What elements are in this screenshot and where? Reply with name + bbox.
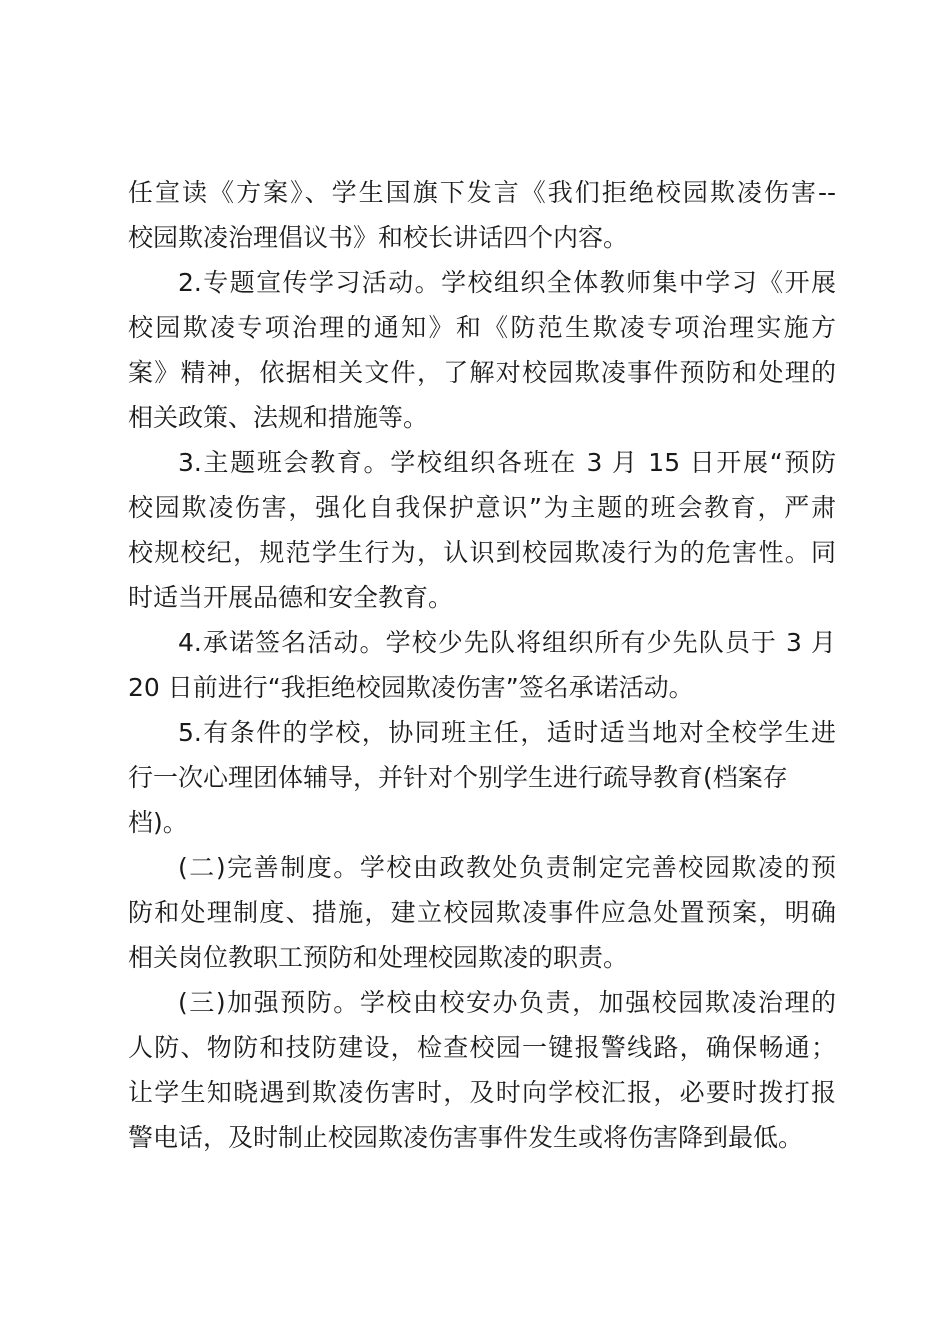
text-line: 时适当开展品德和安全教育。 <box>128 583 454 612</box>
paragraph-1 <box>128 260 836 440</box>
paragraph-5 <box>128 845 836 980</box>
text-line: 任宣读《方案》、学生国旗下发言《我们拒绝校园欺凌伤害-- <box>128 178 836 207</box>
text-line: 3.主题班会教育。学校组织各班在 3 月 15 日开展“预防 <box>178 448 836 477</box>
text-line: 行一次心理团体辅导，并针对个别学生进行疏导教育(档案存 <box>128 763 788 792</box>
text-line: 相关政策、法规和措施等。 <box>128 403 429 432</box>
text-line: (三)加强预防。学校由校安办负责，加强校园欺凌治理的 <box>178 988 836 1017</box>
text-line: 人防、物防和技防建设，检查校园一键报警线路，确保畅通； <box>128 1033 836 1062</box>
document-body <box>128 170 836 1160</box>
text-line: 2.专题宣传学习活动。学校组织全体教师集中学习《开展 <box>178 268 836 297</box>
text-line: 档)。 <box>128 808 188 837</box>
paragraph-0 <box>128 170 836 260</box>
text-line: 案》精神，依据相关文件，了解对校园欺凌事件预防和处理的 <box>128 358 836 387</box>
text-line: 4.承诺签名活动。学校少先队将组织所有少先队员于 3 月 <box>178 628 836 657</box>
text-line: 防和处理制度、措施，建立校园欺凌事件应急处置预案，明确 <box>128 898 836 927</box>
paragraph-4 <box>128 710 836 845</box>
text-line: 校园欺凌治理倡议书》和校长讲话四个内容。 <box>128 223 629 252</box>
text-line: 校规校纪，规范学生行为，认识到校园欺凌行为的危害性。同 <box>128 538 836 567</box>
text-line: 校园欺凌专项治理的通知》和《防范生欺凌专项治理实施方 <box>128 313 836 342</box>
paragraph-3 <box>128 620 836 710</box>
text-line: 相关岗位教职工预防和处理校园欺凌的职责。 <box>128 943 629 972</box>
text-line: 20 日前进行“我拒绝校园欺凌伤害”签名承诺活动。 <box>128 673 694 702</box>
text-line: 让学生知晓遇到欺凌伤害时，及时向学校汇报，必要时拨打报 <box>128 1078 836 1107</box>
paragraph-6 <box>128 980 836 1160</box>
text-line: (二)完善制度。学校由政教处负责制定完善校园欺凌的预 <box>178 853 836 882</box>
text-line: 5.有条件的学校，协同班主任，适时适当地对全校学生进 <box>178 718 836 747</box>
text-line: 警电话，及时制止校园欺凌伤害事件发生或将伤害降到最低。 <box>128 1123 804 1152</box>
text-line: 校园欺凌伤害，强化自我保护意识”为主题的班会教育，严肃 <box>128 493 836 522</box>
paragraph-2 <box>128 440 836 620</box>
